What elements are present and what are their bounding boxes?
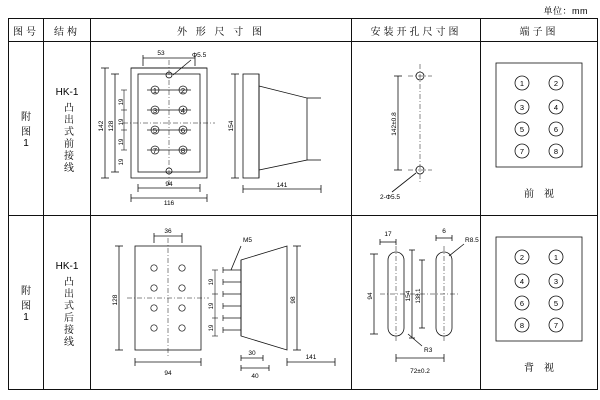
header-terminal: 端子图 [481,19,598,42]
header-outline: 外 形 尺 寸 图 [91,19,352,42]
outline-drawing-cell-1 [91,42,352,216]
structure-cell-2 [44,216,91,390]
mounting-drawing-1 [352,42,480,205]
structure-label-2: 凸出式后接线 [61,275,73,348]
table-row [9,42,598,216]
dim2-mount-154: 154 [405,290,412,302]
unit-note: 单位：mm [543,6,588,16]
terminal-num-1: 1 [152,86,158,95]
terminal-diagram-cell-2 [481,216,598,390]
fig-no-1-line1: 附 [21,112,31,123]
dim-mount-142: 142±0.8 [391,112,398,136]
terminal-num-4: 4 [180,106,186,115]
term-right-2: 4 [553,103,559,112]
dim-h-142: 142 [98,120,105,132]
dim-side-141: 141 [276,182,288,189]
dim-top-53: 53 [157,50,165,57]
terminal-num-8: 8 [180,146,186,155]
fig-no-cell-1 [9,42,44,216]
terminal-num-2: 2 [180,86,186,95]
term-right-3: 6 [553,125,559,134]
term2-right-1: 1 [553,253,559,262]
terminal-diagram-1 [484,57,594,185]
outline-drawing-cell-2 [91,216,352,390]
dim2-side-19b: 19 [209,302,215,310]
fig-no-cell-2 [9,216,44,390]
dim-h-19d: 19 [119,158,125,166]
terminal-caption-2: 背 视 [524,363,554,374]
terminal-num-7: 7 [152,146,158,155]
dim2-mount-94: 94 [367,292,374,300]
terminal-num-5: 5 [152,126,158,135]
fig-no-2-line3: 1 [23,312,29,323]
dim-dia-5-5: Φ5.5 [192,52,207,59]
dim2-mount-17: 17 [384,231,392,238]
model-label-2: HK-1 [55,260,79,272]
fig-no-1-line3: 1 [23,138,29,149]
structure-cell-1 [44,42,91,216]
mounting-drawing-2 [352,216,480,379]
dim-h-128: 128 [108,120,115,132]
table-row [9,216,598,390]
dim-h-19c: 19 [119,138,125,146]
model-label-1: HK-1 [55,86,79,98]
dim2-screw-m5: M5 [243,237,253,244]
dim2-mount-r3: R3 [424,347,433,354]
term-left-1: 1 [519,79,525,88]
dim2-side-141: 141 [305,354,317,361]
dim2-side-19c: 19 [209,324,215,332]
dim-w-94: 94 [165,181,173,188]
structure-label-1: 凸出式前接线 [61,101,73,174]
spec-table [8,18,598,390]
dim2-top-36: 36 [164,228,172,235]
table-header-row [9,19,598,42]
term-left-2: 3 [519,103,525,112]
fig-no-2-line2: 图 [21,301,31,312]
dim2-mount-6: 6 [442,228,446,235]
dim2-w-94: 94 [164,370,172,377]
dim2-mount-r85: R8.5 [465,237,479,244]
mounting-drawing-cell-1 [352,42,481,216]
term2-right-4: 7 [553,321,559,330]
terminal-num-6: 6 [180,126,186,135]
dim2-h-128: 128 [112,294,119,306]
fig-no-2-line1: 附 [21,286,31,297]
outline-drawing-2 [91,216,351,379]
header-structure: 结构 [44,19,91,42]
term-left-4: 7 [519,147,525,156]
term2-right-2: 3 [553,277,559,286]
dim2-side-40: 40 [251,373,259,379]
outline-drawing-1 [91,42,351,205]
term2-left-4: 8 [519,321,525,330]
dim2-side-98: 98 [290,296,297,304]
dim2-side-30: 30 [248,350,256,357]
fig-no-1-line2: 图 [21,127,31,138]
term-left-3: 5 [519,125,525,134]
mounting-drawing-cell-2 [352,216,481,390]
term2-left-2: 4 [519,277,525,286]
dim-w-116: 116 [163,200,175,205]
term-right-1: 2 [553,79,559,88]
term-right-4: 8 [553,147,559,156]
term2-right-3: 5 [553,299,559,308]
dim-mount-holes: 2-Φ5.5 [379,194,401,201]
dim-h-19a: 19 [119,98,125,106]
header-mounting: 安装开孔尺寸图 [352,19,481,42]
terminal-num-3: 3 [152,106,158,115]
term2-left-3: 6 [519,299,525,308]
dim2-mount-138: 138.1 [416,288,422,304]
dim-side-154: 154 [228,120,235,132]
terminal-diagram-cell-1 [481,42,598,216]
dim-h-19b: 19 [119,118,125,126]
dim2-mount-72: 72±0.2 [410,368,430,375]
dim2-side-19a: 19 [209,278,215,286]
term2-left-1: 2 [519,253,525,262]
terminal-diagram-2 [484,231,594,359]
terminal-caption-1: 前 视 [524,189,554,200]
header-fig-no: 图号 [9,19,44,42]
